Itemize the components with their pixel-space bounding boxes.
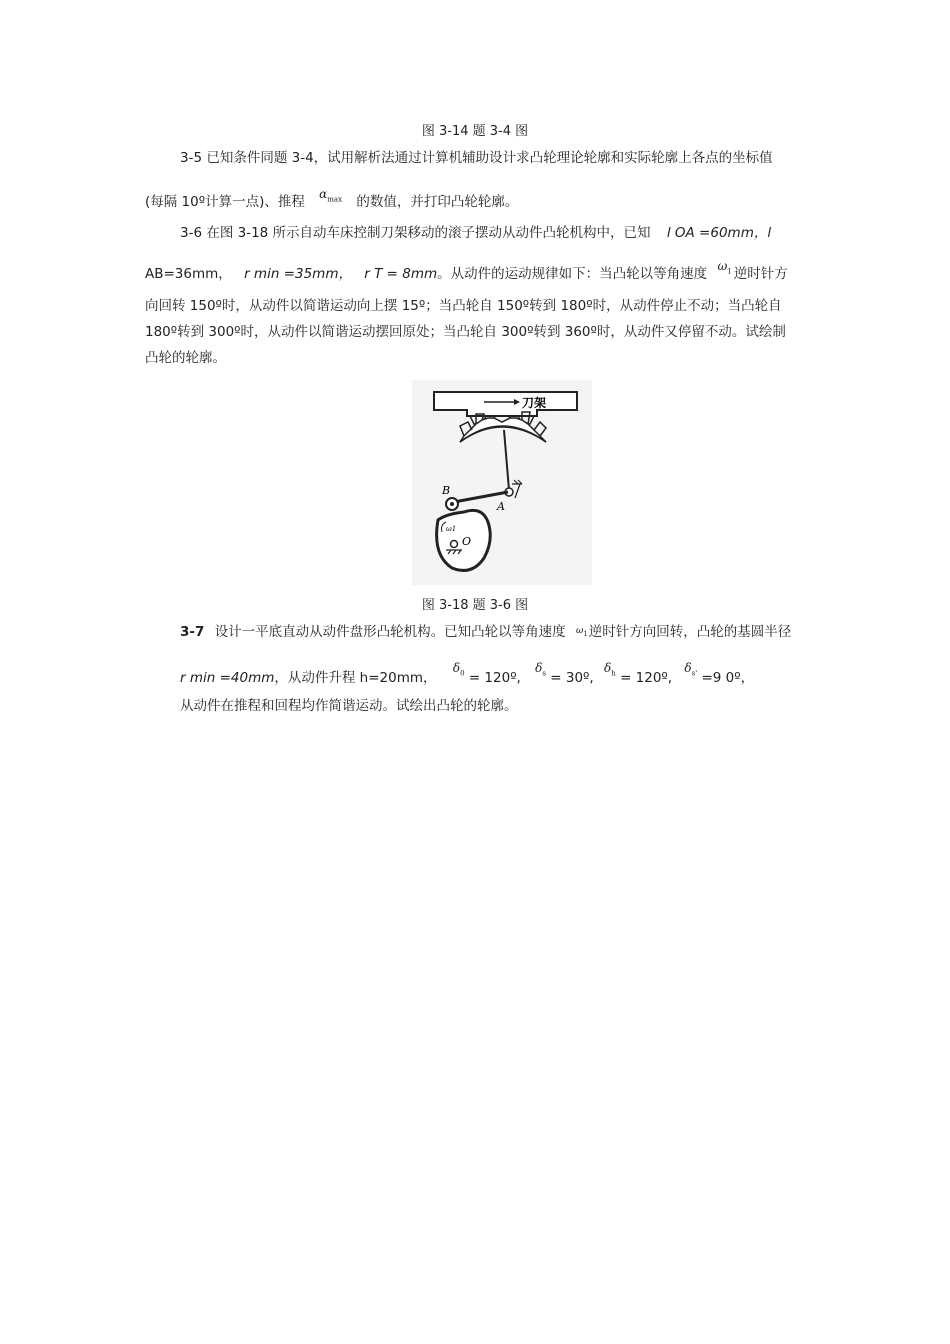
carriage-label: 刀架 bbox=[522, 396, 547, 410]
figure-caption-3-14: 图 3-14 题 3-4 图 bbox=[421, 124, 529, 139]
r-min-value-3-7: r min =40mm bbox=[180, 670, 275, 686]
problem-3-7-line-3: 从动件在推程和回程均作简谐运动。试绘出凸轮的轮廓。 bbox=[180, 698, 518, 714]
alpha-max-symbol: $\alpha_{max}$ bbox=[319, 187, 343, 204]
problem-3-7-number: 3-7 bbox=[180, 624, 205, 640]
omega-1-symbol-3-7: $\omega_1$ bbox=[575, 626, 588, 638]
label-a: A bbox=[497, 500, 505, 513]
problem-3-6-line-4: 180º转到 300º时，从动件以简谐运动摆回原处；当凸轮自 300º转到 360º时，从动件又停留不动。试绘制 bbox=[145, 324, 786, 340]
problem-3-7-line-2: r min =40mm，从动件升程 h=20mm， $\delta_0$ = 120º, $\delta_s$ = 30º, $\delta_h$ = 120º, $\delta_{s'} =9$ 0º， bbox=[180, 661, 755, 686]
problem-3-6-line-5: 凸轮的轮廓。 bbox=[145, 350, 226, 366]
delta-s-symbol: $\delta_s$ bbox=[535, 661, 546, 678]
problem-3-6-line-3: 向回转 150º时，从动件以简谐运动向上摆 15º；当凸轮自 150º转到 180º时，从动件停止不动；当凸轮自 bbox=[145, 298, 782, 314]
label-b: B bbox=[442, 484, 451, 497]
cam-mechanism-figure bbox=[412, 380, 592, 585]
problem-3-7-line-1: 3-7 设计一平底直动从动件盘形凸轮机构。已知凸轮以等角速度 $\omega_1$逆时针方向回转，凸轮的基圆半径 bbox=[180, 624, 792, 640]
problem-3-5-text-b: 的数值，并打印凸轮轮廓。 bbox=[356, 194, 519, 210]
omega-1-symbol: $\omega_1$ bbox=[717, 259, 732, 276]
problem-3-5-line-2 bbox=[145, 187, 519, 211]
r-t-value: r T = 8mm bbox=[364, 266, 438, 282]
r-min-value: r min =35mm， bbox=[244, 266, 352, 282]
delta-0-symbol: $\delta_0$ bbox=[452, 661, 465, 678]
delta-s-prime-symbol: $\delta_{s'}$ bbox=[684, 661, 698, 678]
figure-caption-3-18: 图 3-18 题 3-6 图 bbox=[421, 598, 529, 613]
label-o: O bbox=[462, 535, 472, 548]
problem-3-5-text-a: (每隔 10º计算一点)、推程 bbox=[145, 194, 305, 210]
problem-3-5-line-1: 3-5 已知条件同题 3-4，试用解析法通过计算机辅助设计求凸轮理论轮廓和实际轮廓上各点的坐标值 bbox=[180, 150, 773, 166]
problem-3-6-line-1: 3-6 在图 3-18 所示自动车床控制刀架移动的滚子摆动从动件凸轮机构中，已知 l OA =60mm，l bbox=[180, 225, 772, 241]
l-oa-value: l OA =60mm，l bbox=[666, 225, 772, 241]
problem-3-6-line-2: AB=36mm， r min =35mm， r T = 8mm。从动件的运动规律如下：当凸轮以等角速度 $\omega_1$ 逆时针方 bbox=[145, 259, 788, 282]
label-omega: ω1 bbox=[446, 525, 457, 533]
delta-h-symbol: $\delta_h$ bbox=[604, 661, 616, 678]
